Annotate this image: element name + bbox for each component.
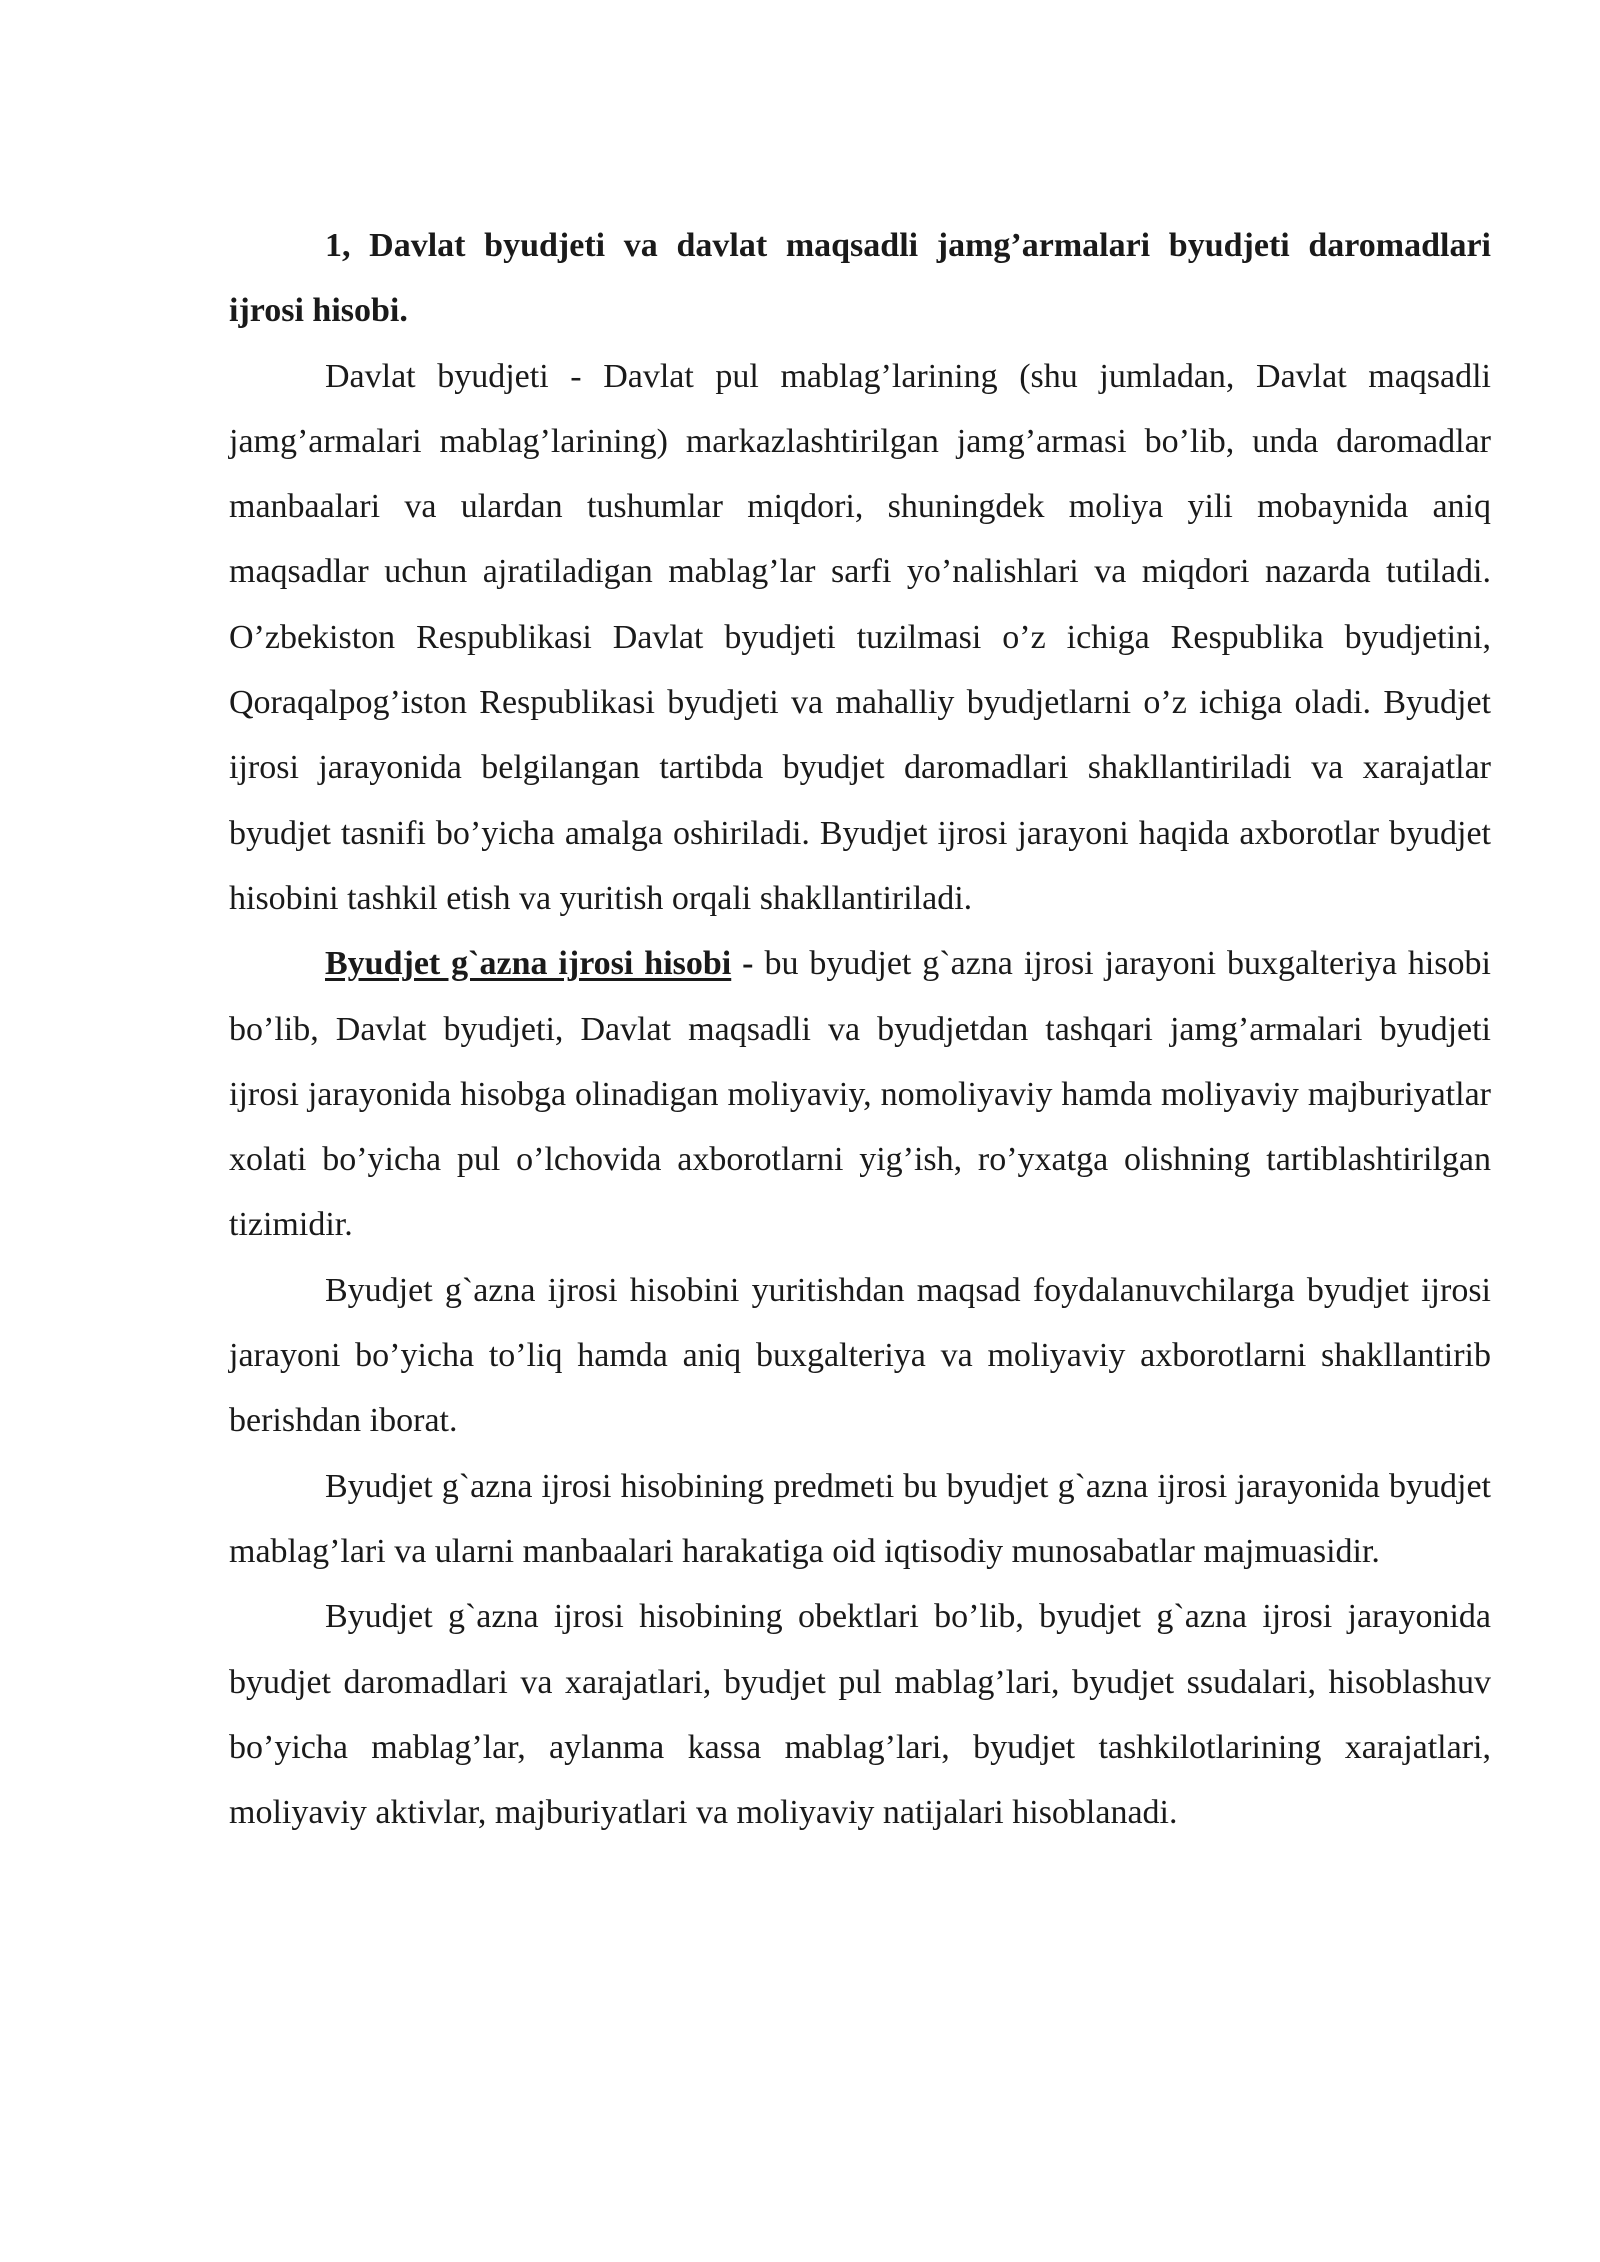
section-heading: 1, Davlat byudjeti va davlat maqsadli jamg’armalari byudjeti daromadlari ijrosi hisobi. (229, 227, 1491, 330)
paragraph-treasury-definition (229, 931, 1491, 1257)
defined-term: Byudjet g`azna ijrosi hisobi (325, 945, 732, 983)
definition-dash: - (731, 945, 765, 983)
paragraph-state-budget: Davlat byudjeti - Davlat pul mablag’larining (shu jumladan, Davlat maqsadli jamg’armalari mablag’larining) markazlashtirilgan jamg’armasi bo’lib, unda daromadlar manbaalari va ulardan tushumlar miqdori, shuningdek moliya yili mobaynida aniq maqsadlar uchun ajratiladigan mablag’lar sarfi yo’nalishlari va miqdori nazarda tutiladi. O’zbekiston Respublikasi Davlat byudjeti tuzilmasi o’z ichiga Respublika byudjetini, Qoraqalpog’iston Respublikasi byudjeti va mahalliy byudjetlarni o’z ichiga oladi. Byudjet ijrosi jarayonida belgilangan tartibda byudjet daromadlari shakllantiriladi va xarajatlar byudjet tasnifi bo’yicha amalga oshiriladi. Byudjet ijrosi jarayoni haqida axborotlar byudjet hisobini tashkil etish va yuritish orqali shakllantiriladi. (229, 357, 1491, 917)
document-body (229, 213, 1491, 1845)
paragraph-purpose: Byudjet g`azna ijrosi hisobini yuritishdan maqsad foydalanuvchilarga byudjet ijrosi jarayoni bo’yicha to’liq hamda aniq buxgalteriya va moliyaviy axborotlarni shakllantirib berishdan iborat. (229, 1271, 1491, 1440)
paragraph-subject: Byudjet g`azna ijrosi hisobining predmeti bu byudjet g`azna ijrosi jarayonida byudjet mablag’lari va ularni manbaalari harakatiga oid iqtisodiy munosabatlar majmuasidir. (229, 1467, 1491, 1570)
paragraph-objects: Byudjet g`azna ijrosi hisobining obektlari bo’lib, byudjet g`azna ijrosi jarayonida byudjet daromadlari va xarajatlari, byudjet pul mablag’lari, byudjet ssudalari, hisoblashuv bo’yicha mablag’lar, aylanma kassa mablag’lari, byudjet tashkilotlarining xarajatlari, moliyaviy aktivlar, majburiyatlari va moliyaviy natijalari hisoblanadi. (229, 1598, 1491, 1832)
definition-text: bu byudjet g`azna ijrosi jarayoni buxgalteriya hisobi bo’lib, Davlat byudjeti, Davlat maqsadli va byudjetdan tashqari jamg’armalari byudjeti ijrosi jarayonida hisobga olinadigan moliyaviy, nomoliyaviy hamda moliyaviy majburiyatlar xolati bo’yicha pul o’lchovida axborotlarni yig’ish, ro’yxatga olishning tartiblashtirilgan tizimidir. (229, 945, 1491, 1244)
